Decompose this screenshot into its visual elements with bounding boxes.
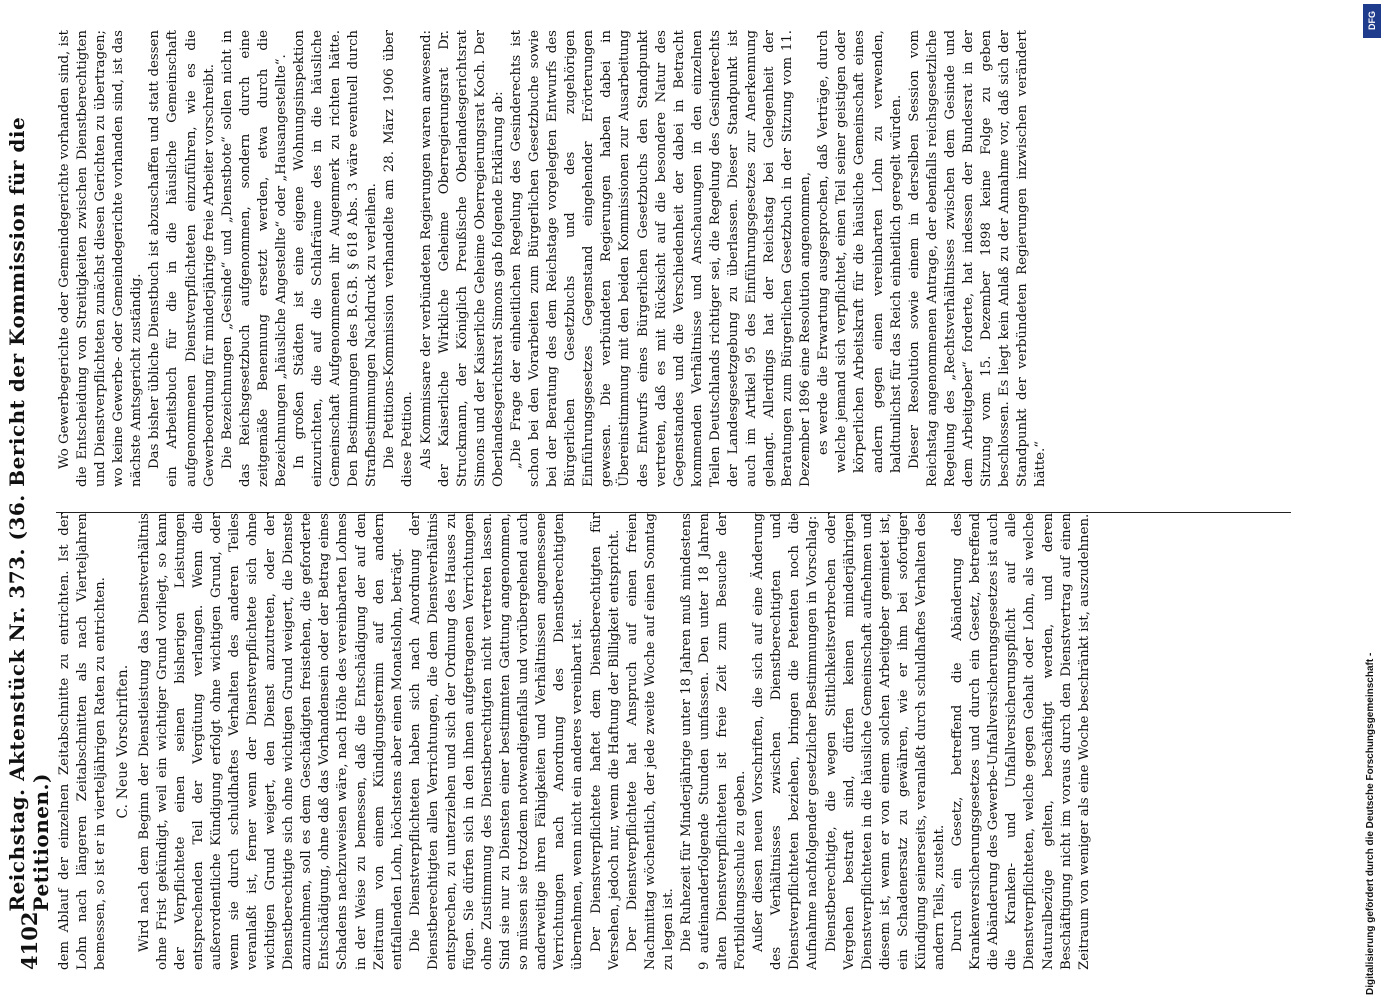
paragraph: Außer diesen neuen Vorschriften, die sich auf eine Änderung des Verhältnisses zwischen Dienstberechtigten und Dienstverpflichteten beziehen, bringen die Petenten noch die Aufnahme nachfolgender gesetzlicher Bestimmungen in Vorschlag: [751,513,821,970]
quoted-paragraph: „Die Frage der einheitlichen Regelung des Gesinderechts ist schon bei den Vorarbeiten zum Bürgerlichen Gesetzbuche sowie bei der Beratung des dem Reichstage vorgelegten Entwurfs des Bürgerlichen Gesetzbuchs und des zugehörigen Einführungsgesetzes Gegenstand eingehender Erörterungen gewesen. Die verbündeten Regierungen haben dabei in Übereinstimmung mit den beiden Kommissionen zur Ausarbeitung des Entwurfs eines Bürgerlichen Gesetzbuchs den Standpunkt vertreten, daß es mit Rücksicht auf die besondere Natur des Gegenstandes und die Verschiedenheit der dabei in Betracht kommenden Verhältnisse und Anschauungen in den einzelnen Teilen Deutschlands richtiger sei, die Regelung des Gesinderechts der Landesgesetzgebung zu überlassen. Dieser Standpunkt ist auch im Artikel 95 des Einführungsgesetzes zur Anerkennung gelangt. Allerdings hat der Reichstag bei Gelegenheit der Beratungen zum Bürgerlichen Gesetzbuch in der Sitzung vom 11. Dezember 1896 eine Resolution angenommen, [508,30,814,487]
paragraph: Als Kommissare der verbündeten Regierungen waren anwesend: der Kaiserliche Wirkliche Geheime Oberregierungsrat Dr. Struckmann, der Königlich Preußische Oberlandesgerichtsrat Simons und der Kaiserliche Geheime Oberregierungsrat Koch. Der Oberlandesgerichtsrat Simons gab folgende Erklärung ab: [418,30,506,487]
paragraph: Dienstberechtigte, die wegen Sittlichkeitsverbrechen oder Vergehen bestraft sind, dürfen keinen minderjährigen Dienstverpflichteten in die häusliche Gemeinschaft aufnehmen und diesem ist, wenn er von einem solchen Arbeitgeber gemietet ist, ein Schadenersatz zu gewähren, wie er ihm bei sofortiger Kündigung seinerseits, veranlaßt durch schuldhaftes Verhalten des andern Teils, zusteht. [823,513,948,970]
left-column [56,513,1291,970]
paragraph: Die Dienstverpflichteten haben sich nach Anordnung der Dienstberechtigten allen Verrichtungen, die dem Dienstverhältnis entsprechen, zu unterziehen und sich der Ordnung des Hauses zu fügen. Sie dürfen sich in den ihnen aufgetragenen Verrichtungen ohne Zustimmung des Dienstberechtigten nicht vertreten lassen. Sind sie nur zu Diensten einer bestimmten Gattung angenommen, so müssen sie trotzdem notwendigenfalls und vorübergehend auch anderweitige ihren Fähigkeiten und Verhältnissen angemessene Verrichtungen nach Anordnung des Dienstberechtigten übernehmen, wenn nicht ein anderes vereinbart ist. [407,513,586,970]
paragraph: Die Petitions-Kommission verhandelte am 28. März 1906 über diese Petition. [382,30,416,487]
column-divider [56,512,1291,513]
paragraph: Dieser Resolution sowie einem in derselben Session vom Reichstag angenommenen Antrage, der ebenfalls reichsgesetzliche Regelung des „Rechtsverhältnisses zwischen dem Gesinde und dem Arbeitgeber“ forderte, hat indessen der Bundesrat in der Sitzung vom 15. Dezember 1898 keine Folge zu geben beschlossen. Es liegt kein Anlaß zu der Annahme vor, daß sich der Standpunkt der verbündeten Regierungen inzwischen verändert hätte.“ [906,30,1049,487]
indented-paragraph: es werde die Erwartung ausgesprochen, daß Verträge, durch welche jemand sich verpflichtet, einen Teil seiner geistigen oder körperlichen Arbeitskraft für die häusliche Gemeinschaft eines andern gegen einen vereinbarten Lohn zu verwenden, baldtunlichst für das Reich einheitlich geregelt würden. [816,30,904,473]
paragraph: Die Bezeichnungen „Gesinde“ und „Dienstbote“ sollen nicht in das Reichsgesetzbuch aufgenommen, sondern durch eine zeitgemäße Benennung ersetzt werden, etwa durch die Bezeichnungen „häusliche Angestellte“ oder „Hausangestellte“. [219,30,289,487]
paragraph: In großen Städten ist eine eigene Wohnungsinspektion einzurichten, die auf die Schlafräume des in die häusliche Gemeinschaft Aufgenommenen ihr Augenmerk zu richten hätte. Den Bestimmungen des B.G.B. § 618 Abs. 3 wäre eventuell durch Strafbestimmungen Nachdruck zu verleihen. [292,30,380,487]
page-number: 4102 [16,911,42,970]
text-columns [56,30,1291,970]
digitization-credit: Digitalisierung gefördert durch die Deutsche Forschungsgemeinschaft - [1365,652,1376,995]
paragraph: Die Ruhezeit für Minderjährige unter 18 Jahren muß mindestens 9 aufeinanderfolgende Stunden umfassen. Den unter 18 Jahren alten Dienstverpflichteten ist freie Zeit zum Besuche der Fortbildungsschule zu geben. [678,513,749,970]
resolution-quote [815,30,905,487]
paragraph: Der Dienstverpflichtete haftet dem Dienstberechtigten für Versehen, jedoch nur, wenn die Haftung der Billigkeit entspricht. [588,513,622,970]
page-title: Reichstag. Aktenstück Nr. 373. (36. Bericht der Kommission für die Petitionen.) [5,116,53,912]
paragraph: Wo Gewerbegerichte oder Gemeindegerichte vorhanden sind, ist die Entscheidung von Streitigkeiten zwischen Dienstberechtigten und Dienstverpflichteten zunächst diesen Gerichten zu übertragen; wo keine Gewerbe- oder Gemeindegerichte vorhanden sind, ist das nächste Amtsgericht zuständig. [57,30,145,487]
paragraph: Das bisher übliche Dienstbuch ist abzuschaffen und statt dessen ein Arbeitsbuch für die in die häusliche Gemeinschaft aufgenommenen Dienstverpflichteten einzuführen, wie es die Gewerbeordnung für minderjährige freie Arbeiter vorschreibt. [147,30,217,487]
paragraph: Der Dienstverpflichtete hat Anspruch auf einen freien Nachmittag wöchentlich, der jede zweite Woche auf einen Sonntag zu legen ist. [624,513,676,970]
page-header [5,30,53,970]
section-heading: C. Neue Vorschriften. [115,664,132,819]
right-column [56,30,1291,487]
rotated-document-page [5,30,1302,970]
dfg-logo: DFG [1363,4,1381,38]
paragraph: Durch ein Gesetz, betreffend die Abänderung des Krankenversicherungsgesetzes und durch ein Gesetz, betreffend die Abänderung des Gewerbe-Unfallversicherungsgesetzes ist auch die Kranken- und Unfallversicherungspflicht auf alle Dienstverpflichteten, welche gegen Gehalt oder Lohn, als welche Naturalbezüge gelten, beschäftigt werden, und deren Beschäftigung nicht im voraus durch den Dienstvertrag auf einen Zeitraum von weniger als eine Woche beschränkt ist, auszudehnen. [950,513,1092,970]
paragraph: Wird nach dem Beginn der Dienstleistung das Dienstverhältnis ohne Frist gekündigt, weil ein wichtiger Grund vorliegt, so kann der Verpflichtete einen seinen bisherigen Leistungen entsprechenden Teil der Vergütung verlangen. Wenn die außerordentliche Kündigung erfolgt ohne wichtigen Grund, oder wenn sie durch schuldhaftes Verhalten des anderen Teiles veranlaßt ist, ferner wenn der Dienstverpflichtete sich ohne wichtigen Grund weigert, den Dienst anzutreten, oder der Dienstberechtigte sich ohne wichtigen Grund weigert, die Dienste anzunehmen, soll es dem Geschädigten freistehen, die geforderte Entschädigung, ohne daß das Vorhandensein oder der Betrag eines Schadens nachzuweisen wäre, nach Höhe des vereinbarten Lohnes in der Weise zu bemessen, daß die Entschädigung der auf den Zeitraum von einem Kündigungstermin auf den andern entfallenden Lohn, höchstens aber einen Monatslohn, beträgt. [136,513,405,970]
paragraph: dem Ablauf der einzelnen Zeitabschnitte zu entrichten. Ist der Lohn nach längeren Zeitabschnitten als nach Vierteljahren bemessen, so ist er in vierteljährigen Raten zu entrichten. [57,513,109,970]
